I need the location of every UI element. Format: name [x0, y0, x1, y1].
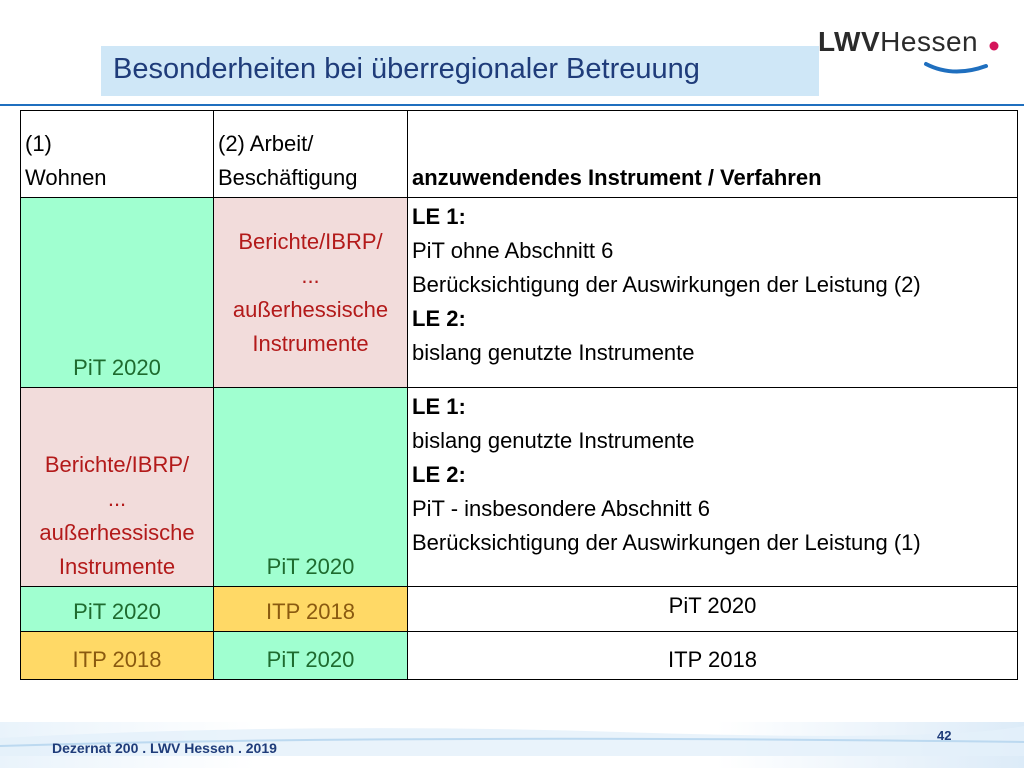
row1-arbeit-cell — [214, 198, 408, 388]
row3-arbeit-cell: ITP 2018 — [214, 587, 408, 632]
lwv-hessen-logo — [818, 26, 1018, 86]
row3-wohnen-cell: PiT 2020 — [21, 587, 214, 632]
row2-wohnen-line: Berichte/IBRP/ — [44, 452, 190, 477]
row1-le2-label: LE 2: — [412, 306, 466, 331]
row1-le1-label: LE 1: — [412, 204, 466, 229]
row1-le1-line2: Berücksichtigung der Auswirkungen der Leistung (2) — [412, 272, 921, 297]
row1-instrument-cell — [408, 198, 1018, 388]
row1-le2-line1: bislang genutzte Instrumente — [412, 340, 695, 365]
row1-arbeit-line: Instrumente — [252, 330, 369, 356]
header-arbeit-number: (2) Arbeit/ — [218, 131, 314, 156]
header-arbeit — [214, 111, 408, 198]
table-row — [21, 198, 1018, 388]
logo-text — [818, 26, 978, 58]
table-header-row — [21, 111, 1018, 198]
page-number: 42 — [937, 728, 952, 743]
row2-le1-line1: bislang genutzte Instrumente — [412, 428, 695, 453]
footer-text: Dezernat 200 . LWV Hessen . 2019 — [52, 740, 277, 756]
row2-wohnen-cell — [21, 388, 214, 587]
header-instrument: anzuwendendes Instrument / Verfahren — [408, 111, 1018, 198]
row3-instrument-cell: PiT 2020 — [408, 587, 1018, 632]
instrument-table — [20, 110, 1018, 680]
title-divider — [0, 104, 1024, 106]
page-title: Besonderheiten bei überregionaler Betreuung — [113, 53, 700, 85]
row2-le2-line1: PiT - insbesondere Abschnitt 6 — [412, 496, 710, 521]
row2-instrument-cell — [408, 388, 1018, 587]
row1-wohnen-cell: PiT 2020 — [21, 198, 214, 388]
header-wohnen-number: (1) — [25, 131, 52, 156]
row1-arbeit-line: außerhessische — [232, 296, 389, 322]
row1-arbeit-line: Berichte/IBRP/ — [238, 228, 383, 254]
row1-arbeit-line: ... — [301, 262, 320, 288]
table-row — [21, 632, 1018, 680]
row2-le2-label: LE 2: — [412, 462, 466, 487]
row1-le1-line1: PiT ohne Abschnitt 6 — [412, 238, 614, 263]
logo-text-bold: LWV — [818, 26, 881, 57]
header-wohnen — [21, 111, 214, 198]
row2-wohnen-line: Instrumente — [58, 554, 176, 579]
row4-arbeit-cell: PiT 2020 — [214, 632, 408, 680]
row4-wohnen-cell: ITP 2018 — [21, 632, 214, 680]
row4-instrument-cell: ITP 2018 — [408, 632, 1018, 680]
row2-wohnen-line: außerhessische — [39, 520, 195, 545]
row2-wohnen-line: ... — [107, 486, 127, 511]
header-arbeit-label: Beschäftigung — [218, 165, 358, 190]
row2-arbeit-cell: PiT 2020 — [214, 388, 408, 587]
table-row — [21, 587, 1018, 632]
row2-le2-line2: Berücksichtigung der Auswirkungen der Leistung (1) — [412, 530, 921, 555]
logo-text-light: Hessen — [880, 26, 979, 57]
table-row — [21, 388, 1018, 587]
header-wohnen-label: Wohnen — [25, 165, 107, 190]
title-banner — [101, 46, 819, 96]
logo-dot-icon — [990, 42, 999, 51]
row2-le1-label: LE 1: — [412, 394, 466, 419]
